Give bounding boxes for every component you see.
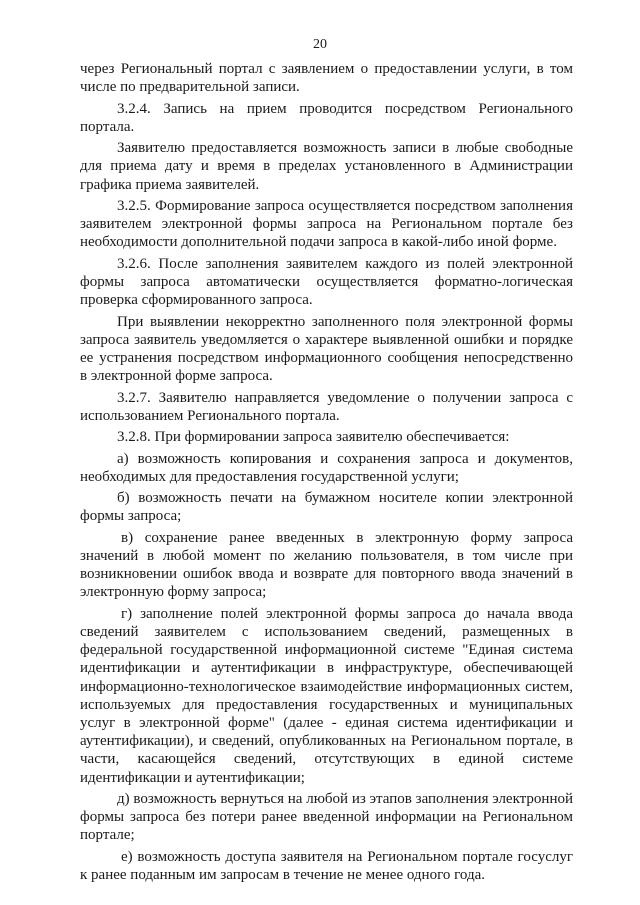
paragraph-error-notification: При выявлении некорректно заполненного поля электронной формы запроса заявитель уведомляется о характере выявленной ошибки и порядке ее устранения посредством информационного сообщения непосредственно в электронной форме запроса. <box>80 313 573 385</box>
list-item-d: д) возможность вернуться на любой из этапов заполнения электронной формы запроса без потери ранее введенной информации на Региональном портале; <box>80 790 573 844</box>
paragraph-3-2-7: 3.2.7. Заявителю направляется уведомление о получении запроса с использованием Регионального портала. <box>80 389 573 424</box>
list-item-g: г) заполнение полей электронной формы запроса до начала ввода сведений заявителем с использованием сведений, размещенных в федеральной государственной информационной системе "Единая система идентификации и аутентификации в инфраструктуре, обеспечивающей информационно-технологическое взаимодействие информационных систем, используемых для предоставления государственных и муниципальных услуг в электронной форме" (далее - единая система идентификации и аутентификации), и сведений, опубликованных на Региональном портале, в части, касающейся сведений, отсутствующих в единой системе идентификации и аутентификации; <box>80 605 573 786</box>
paragraph-3-2-5: 3.2.5. Формирование запроса осуществляется посредством заполнения заявителем электронной формы запроса на Региональном портале без необходимости дополнительной подачи запроса в какой-либо иной форме. <box>80 197 573 251</box>
list-item-e: е) возможность доступа заявителя на Региональном портале госуслуг к ранее поданным им запросам в течение не менее одного года. <box>80 848 573 883</box>
list-item-v: в) сохранение ранее введенных в электронную форму запроса значений в любой момент по желанию пользователя, в том числе при возникновении ошибок ввода и возврате для повторного ввода значений в электронную форму запроса; <box>80 529 573 601</box>
list-item-a: а) возможность копирования и сохранения запроса и документов, необходимых для предоставления государственной услуги; <box>80 450 573 485</box>
paragraph-continuation: через Региональный портал с заявлением о предоставлении услуги, в том числе по предварительной записи. <box>80 61 573 96</box>
document-body <box>80 60 573 887</box>
paragraph-3-2-8: 3.2.8. При формировании запроса заявителю обеспечивается: <box>117 429 510 446</box>
paragraph-appointment-slots: Заявителю предоставляется возможность записи в любые свободные для приема дату и время в пределах установленного в Администрации графика приема заявителей. <box>80 140 573 193</box>
paragraph-3-2-4: 3.2.4. Запись на прием проводится посредством Регионального портала. <box>80 100 573 135</box>
list-item-b: б) возможность печати на бумажном носителе копии электронной формы запроса; <box>80 490 573 525</box>
paragraph-3-2-6: 3.2.6. После заполнения заявителем каждого из полей электронной формы запроса автоматически осуществляется форматно-логическая проверка сформированного запроса. <box>80 255 573 309</box>
page-number: 20 <box>313 37 327 52</box>
